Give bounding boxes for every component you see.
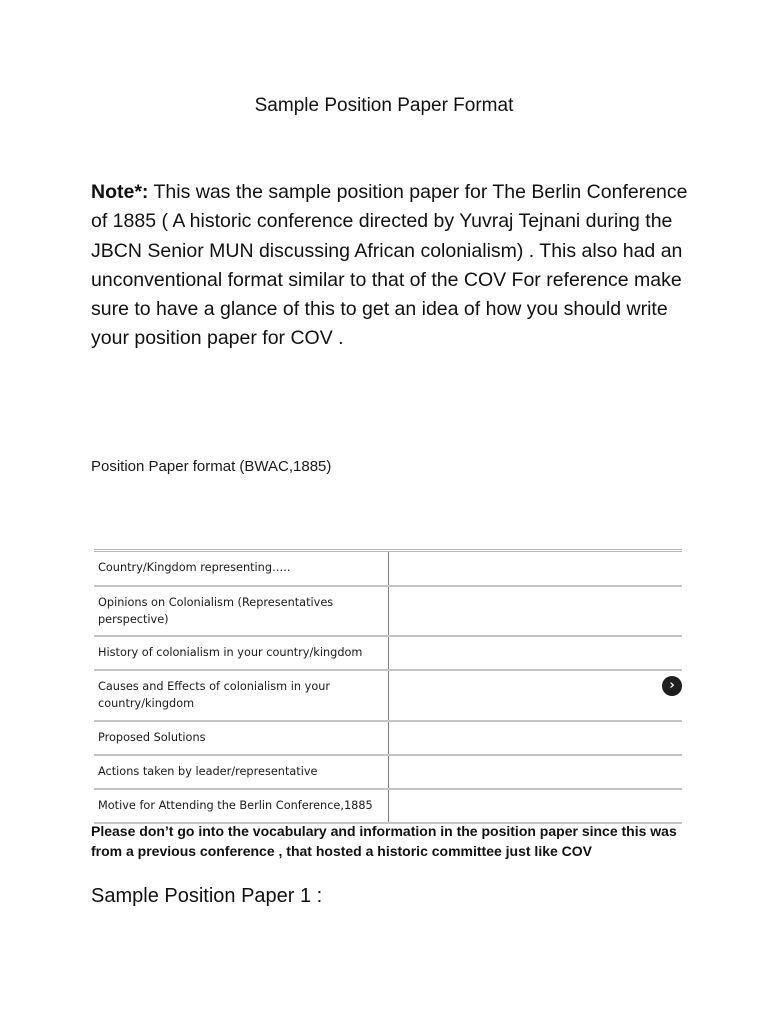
table-row <box>94 636 682 670</box>
chevron-right-icon[interactable]: › <box>662 676 682 696</box>
sample-heading: Sample Position Paper 1 : <box>91 885 323 907</box>
table-row <box>94 670 682 721</box>
table-row-value <box>389 789 683 823</box>
table-row-value <box>389 552 683 586</box>
table-row-label: History of colonialism in your country/kingdom <box>94 636 389 670</box>
table-row-label: Country/Kingdom representing….. <box>94 552 389 586</box>
table-row-label: Causes and Effects of colonialism in your country/kingdom <box>94 670 389 721</box>
table-row-label: Opinions on Colonialism (Representatives perspective) <box>94 586 389 636</box>
table-row-value <box>389 755 683 789</box>
table-row <box>94 721 682 755</box>
table-row-value <box>389 721 683 755</box>
table-row-label: Actions taken by leader/representative <box>94 755 389 789</box>
table-row-label: Proposed Solutions <box>94 721 389 755</box>
format-label: Position Paper format (BWAC,1885) <box>91 458 332 475</box>
table-row-value <box>389 586 683 636</box>
table-row <box>94 586 682 636</box>
page-title: Sample Position Paper Format <box>254 95 514 116</box>
table-row <box>94 755 682 789</box>
note-text: This was the sample position paper for The Berlin Conference of 1885 ( A historic conference directed by Yuvraj Tejnani during the JBCN Senior MUN discussing African colonialism) . This also had an unconventional format similar to that of the COV For reference make sure to have a glance of this to get an idea of how you should write your position paper for COV . <box>91 181 688 350</box>
table-row-value <box>389 670 683 721</box>
table-row-value <box>389 636 683 670</box>
warning-text: Please don’t go into the vocabulary and information in the position paper since this was from a previous conference , that hosted a historic committee just like COV <box>91 823 677 859</box>
table-row <box>94 552 682 586</box>
note-label: Note*: <box>91 181 149 203</box>
format-table <box>94 549 682 824</box>
table-row <box>94 789 682 823</box>
note-paragraph <box>91 178 691 354</box>
table-row-label: Motive for Attending the Berlin Conference,1885 <box>94 789 389 823</box>
